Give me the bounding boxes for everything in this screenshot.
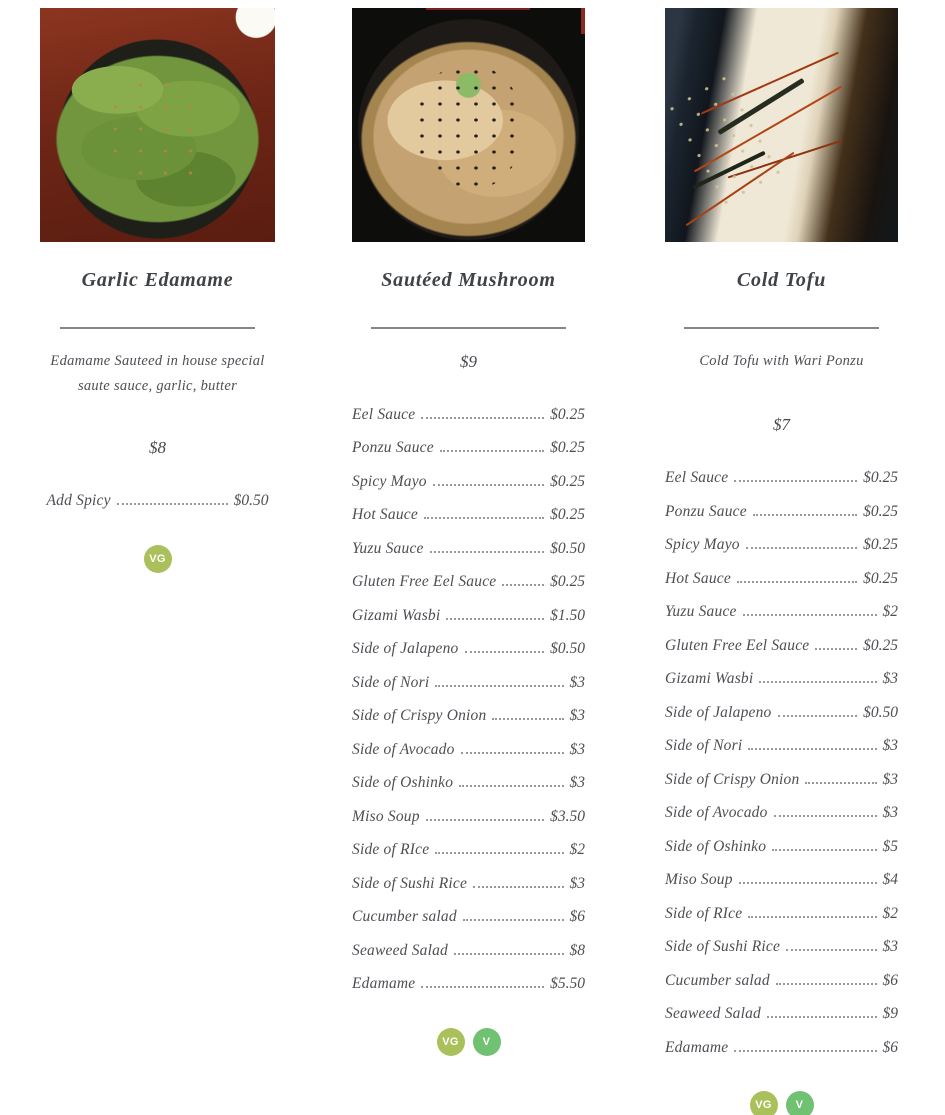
addon-label: Hot Sauce [352, 506, 418, 524]
addon-price: $3 [569, 740, 585, 758]
addon-row [352, 639, 585, 659]
menu-card-cold-tofu [665, 0, 898, 1115]
dietary-badges [437, 1028, 501, 1056]
addon-price: $4 [882, 871, 898, 889]
title-divider [684, 327, 879, 329]
addon-label: Gluten Free Eel Sauce [665, 636, 810, 654]
addon-row [665, 502, 898, 522]
addon-price: $3 [882, 804, 898, 822]
addon-row [665, 602, 898, 622]
addon-label: Side of Crispy Onion [665, 770, 800, 788]
addon-row [665, 1004, 898, 1024]
addon-row [665, 736, 898, 756]
addon-row [665, 636, 898, 656]
dot-leader [473, 886, 563, 888]
cold-tofu-photo [665, 8, 898, 242]
dish-title: Cold Tofu [736, 269, 827, 291]
addon-price: $3 [569, 707, 585, 725]
dot-leader [430, 551, 545, 553]
addon-label: Cucumber salad [665, 971, 770, 989]
addon-label: Gizami Wasbi [665, 670, 754, 688]
addon-price: $0.50 [550, 539, 585, 557]
dot-leader [461, 752, 564, 754]
addon-row [352, 505, 585, 525]
addon-row [352, 840, 585, 860]
photo-red-edge [581, 8, 585, 34]
addon-label: Eel Sauce [352, 405, 416, 423]
addon-price: $0.25 [550, 439, 585, 457]
addon-list [665, 468, 898, 1071]
addon-price: $6 [882, 971, 898, 989]
addon-row [352, 706, 585, 726]
dot-leader [117, 503, 228, 505]
addon-label: Ponzu Sauce [352, 439, 434, 457]
addon-price: $0.25 [863, 569, 898, 587]
dot-leader [774, 815, 877, 817]
dot-leader [776, 983, 877, 985]
dot-leader [734, 1050, 876, 1052]
dot-leader [426, 819, 544, 821]
addon-price: $0.50 [550, 640, 585, 658]
addon-row [352, 773, 585, 793]
addon-row [352, 438, 585, 458]
addon-row [47, 491, 269, 511]
dot-leader [753, 514, 857, 516]
addon-label: Ponzu Sauce [665, 502, 747, 520]
addon-row [665, 468, 898, 488]
addon-label: Side of Avocado [352, 740, 455, 758]
dot-leader [737, 581, 857, 583]
dish-description: Edamame Sauteed in house special saute sauce, garlic, butter [50, 352, 265, 394]
dot-leader [786, 949, 876, 951]
dot-leader [739, 882, 877, 884]
addon-label: Hot Sauce [665, 569, 731, 587]
vg-badge: VG [750, 1091, 778, 1115]
addon-price: $6 [569, 908, 585, 926]
dot-leader [767, 1016, 876, 1018]
dot-leader [435, 852, 563, 854]
addon-price: $0.25 [550, 472, 585, 490]
dot-leader [734, 480, 857, 482]
addon-row [352, 472, 585, 492]
addon-row [665, 669, 898, 689]
dot-leader [492, 718, 563, 720]
addon-label: Miso Soup [352, 807, 420, 825]
addon-price: $3 [882, 770, 898, 788]
addon-label: Spicy Mayo [352, 472, 427, 490]
addon-price: $3 [882, 670, 898, 688]
addon-label: Side of Sushi Rice [665, 938, 781, 956]
dot-leader [459, 785, 563, 787]
addon-row [665, 937, 898, 957]
dot-leader [759, 681, 876, 683]
addon-label: Gluten Free Eel Sauce [352, 573, 497, 591]
vg-badge: VG [144, 545, 172, 573]
addon-label: Side of Crispy Onion [352, 707, 487, 725]
addon-label: Spicy Mayo [665, 536, 740, 554]
addon-row [352, 974, 585, 994]
addon-row [352, 907, 585, 927]
addon-row [665, 1038, 898, 1058]
addon-price: $0.25 [863, 469, 898, 487]
garlic-edamame-photo [40, 8, 275, 242]
addon-row [665, 535, 898, 555]
addon-label: Side of Nori [352, 673, 430, 691]
addon-row [665, 837, 898, 857]
addon-price: $0.25 [550, 405, 585, 423]
dot-leader [465, 651, 545, 653]
addon-row [352, 539, 585, 559]
menu-card-garlic-edamame [40, 0, 275, 573]
addon-price: $0.25 [863, 636, 898, 654]
dot-leader [440, 450, 544, 452]
garlic-specks-decoration [103, 74, 211, 191]
dot-leader [433, 484, 544, 486]
addon-label: Side of Avocado [665, 804, 768, 822]
addon-price: $3.50 [550, 807, 585, 825]
addon-label: Side of RIce [665, 904, 743, 922]
dot-leader [743, 614, 877, 616]
addon-row [665, 770, 898, 790]
addon-price: $0.25 [550, 573, 585, 591]
title-divider [60, 327, 255, 329]
addon-label: Side of Oshinko [665, 837, 767, 855]
v-badge: V [473, 1028, 501, 1056]
addon-label: Edamame [352, 975, 416, 993]
addon-price: $9 [882, 1005, 898, 1023]
addon-row [665, 870, 898, 890]
dot-leader [746, 547, 857, 549]
dish-price: $8 [149, 438, 166, 458]
addon-price: $2 [882, 603, 898, 621]
dot-leader [454, 953, 563, 955]
addon-row [665, 803, 898, 823]
menu-card-sauteed-mushroom [352, 0, 585, 1056]
dot-leader [424, 517, 544, 519]
dot-leader [463, 919, 564, 921]
addon-label: Edamame [665, 1038, 729, 1056]
addon-price: $8 [569, 941, 585, 959]
dot-leader [748, 748, 876, 750]
dish-price: $9 [460, 351, 477, 371]
dot-leader [772, 849, 876, 851]
sesame-seeds-decoration [413, 64, 525, 190]
addon-list [352, 405, 585, 1008]
addon-price: $0.25 [863, 536, 898, 554]
addon-label: Seaweed Salad [665, 1005, 762, 1023]
dot-leader [421, 986, 544, 988]
addon-row [352, 874, 585, 894]
dot-leader [421, 417, 544, 419]
dot-leader [815, 648, 857, 650]
addon-row [665, 569, 898, 589]
addon-label: Cucumber salad [352, 908, 457, 926]
addon-price: $3 [569, 774, 585, 792]
addon-row [352, 740, 585, 760]
addon-price: $2 [882, 904, 898, 922]
addon-label: Side of Jalapeno [352, 640, 459, 658]
addon-label: Yuzu Sauce [665, 603, 737, 621]
addon-row [352, 673, 585, 693]
dish-price: $7 [773, 415, 790, 435]
dot-leader [435, 685, 563, 687]
dish-title: Garlic Edamame [81, 269, 234, 291]
addon-row [352, 606, 585, 626]
addon-price: $0.50 [233, 492, 269, 510]
addon-label: Side of Sushi Rice [352, 874, 468, 892]
addon-row [352, 572, 585, 592]
addon-row [352, 807, 585, 827]
addon-price: $5 [882, 837, 898, 855]
addon-label: Side of Jalapeno [665, 703, 772, 721]
sesame-seeds-decoration [665, 67, 788, 212]
addon-price: $1.50 [550, 606, 585, 624]
dot-leader [778, 715, 858, 717]
addon-label: Gizami Wasbi [352, 606, 441, 624]
addon-price: $0.25 [863, 502, 898, 520]
addon-price: $5.50 [550, 975, 585, 993]
addon-price: $0.25 [550, 506, 585, 524]
photo-red-tray-edge [426, 8, 530, 10]
addon-label: Side of Nori [665, 737, 743, 755]
dot-leader [446, 618, 544, 620]
addon-label: Eel Sauce [665, 469, 729, 487]
addon-row [352, 405, 585, 425]
dot-leader [805, 782, 876, 784]
vg-badge: VG [437, 1028, 465, 1056]
addon-list [47, 491, 269, 525]
addon-price: $3 [569, 874, 585, 892]
addon-price: $2 [569, 841, 585, 859]
addon-row [352, 941, 585, 961]
dish-description: Cold Tofu with Wari Ponzu [699, 352, 864, 369]
addon-price: $0.50 [863, 703, 898, 721]
addon-row [665, 971, 898, 991]
addon-label: Seaweed Salad [352, 941, 449, 959]
addon-label: Add Spicy [46, 492, 111, 510]
addon-label: Side of RIce [352, 841, 430, 859]
title-divider [371, 327, 566, 329]
addon-price: $6 [882, 1038, 898, 1056]
addon-row [665, 703, 898, 723]
addon-label: Side of Oshinko [352, 774, 454, 792]
dot-leader [502, 584, 544, 586]
addon-label: Yuzu Sauce [352, 539, 424, 557]
dietary-badges [144, 545, 172, 573]
addon-price: $3 [882, 938, 898, 956]
addon-price: $3 [569, 673, 585, 691]
dot-leader [748, 916, 876, 918]
dietary-badges [750, 1091, 814, 1115]
addon-row [665, 904, 898, 924]
v-badge: V [786, 1091, 814, 1115]
addon-label: Miso Soup [665, 871, 733, 889]
dish-title: Sautéed Mushroom [381, 269, 556, 291]
addon-price: $3 [882, 737, 898, 755]
sauteed-mushroom-photo [352, 8, 585, 242]
